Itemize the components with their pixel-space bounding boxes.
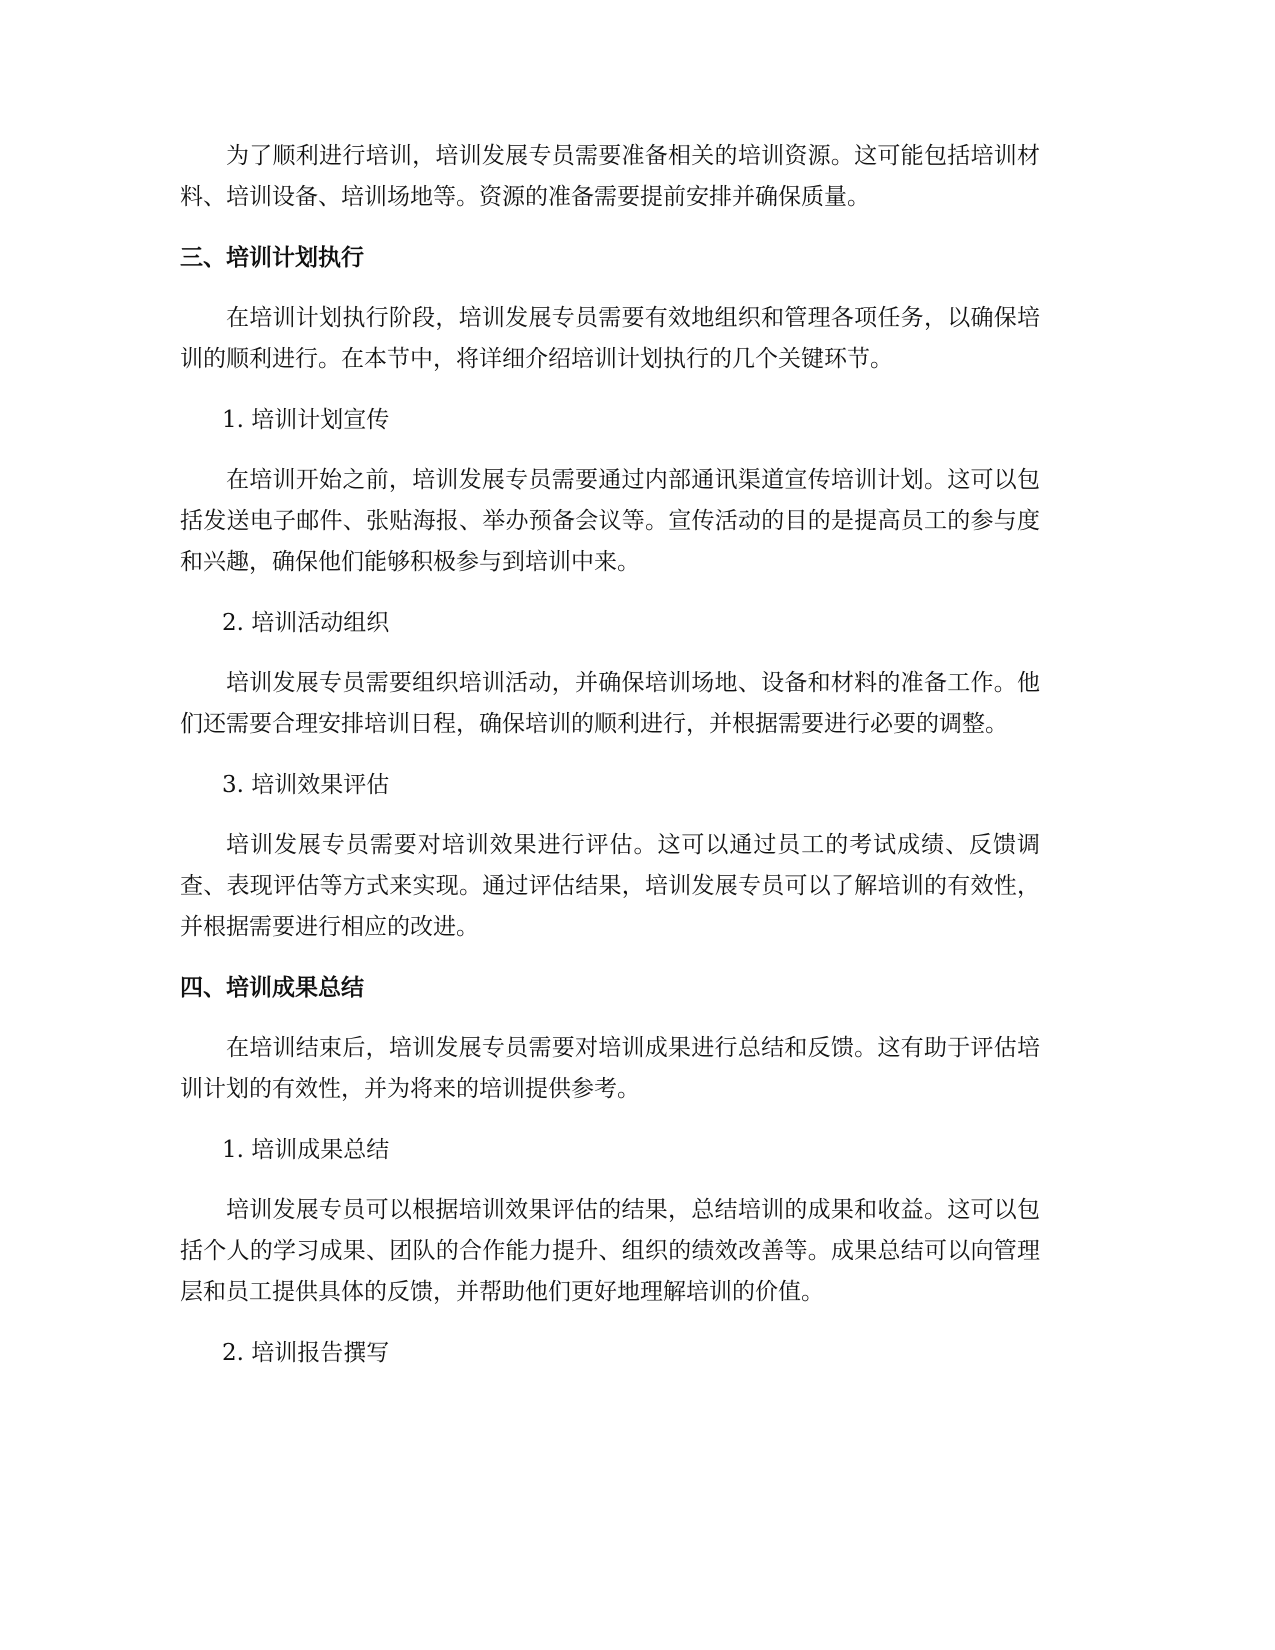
subheading-promotion: 1. 培训计划宣传: [222, 407, 390, 433]
paragraph-resources: 为了顺利进行培训，培训发展专员需要准备相关的培训资源。这可能包括培训材料、培训设备、培训场地等。资源的准备需要提前安排并确保质量。: [180, 143, 1040, 210]
paragraph-effect-evaluation: 培训发展专员需要对培训效果进行评估。这可以通过员工的考试成绩、反馈调查、表现评估等方式来实现。通过评估结果，培训发展专员可以了解培训的有效性，并根据需要进行相应的改进。: [180, 832, 1040, 940]
subheading-report-writing: 2. 培训报告撰写: [222, 1340, 390, 1366]
paragraph-results-intro: 在培训结束后，培训发展专员需要对培训成果进行总结和反馈。这有助于评估培训计划的有效性，并为将来的培训提供参考。: [180, 1035, 1040, 1102]
paragraph-activity-organization: 培训发展专员需要组织培训活动，并确保培训场地、设备和材料的准备工作。他们还需要合理安排培训日程，确保培训的顺利进行，并根据需要进行必要的调整。: [180, 670, 1040, 737]
paragraph-results-summary: 培训发展专员可以根据培训效果评估的结果，总结培训的成果和收益。这可以包括个人的学习成果、团队的合作能力提升、组织的绩效改善等。成果总结可以向管理层和员工提供具体的反馈，并帮助他们更好地理解培训的价值。: [180, 1197, 1040, 1305]
subheading-activity-organization: 2. 培训活动组织: [222, 610, 390, 636]
paragraph-promotion: 在培训开始之前，培训发展专员需要通过内部通讯渠道宣传培训计划。这可以包括发送电子邮件、张贴海报、举办预备会议等。宣传活动的目的是提高员工的参与度和兴趣，确保他们能够积极参与到培训中来。: [180, 467, 1040, 575]
subheading-results-summary: 1. 培训成果总结: [222, 1137, 390, 1163]
document-page: [180, 136, 1040, 1393]
section-heading-3: 三、培训计划执行: [180, 245, 364, 271]
section-heading-4: 四、培训成果总结: [180, 975, 364, 1001]
paragraph-execution-intro: 在培训计划执行阶段，培训发展专员需要有效地组织和管理各项任务，以确保培训的顺利进行。在本节中，将详细介绍培训计划执行的几个关键环节。: [180, 305, 1040, 372]
subheading-effect-evaluation: 3. 培训效果评估: [222, 772, 390, 798]
